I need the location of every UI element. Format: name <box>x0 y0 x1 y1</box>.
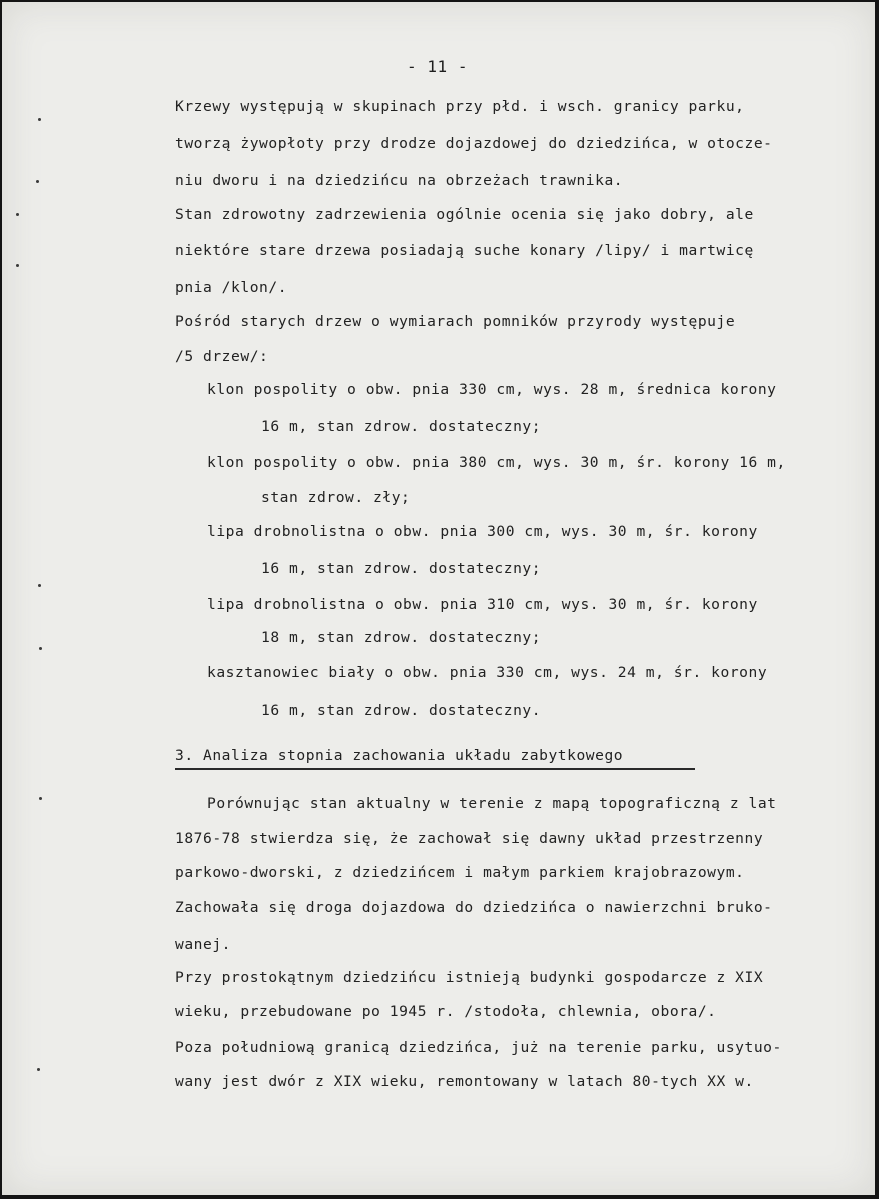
tree-entry: lipa drobnolistna o obw. pnia 310 cm, wys. 30 m, śr. korony <box>207 596 758 613</box>
text-line: /5 drzew/: <box>175 348 269 365</box>
text-line: niu dworu i na dziedzińcu na obrzeżach trawnika. <box>175 172 624 189</box>
document-page <box>2 2 875 1195</box>
text-line: Poza południową granicą dziedzińca, już na terenie parku, usytuo- <box>175 1039 782 1056</box>
text-line: Porównując stan aktualny w terenie z mapą topograficzną z lat <box>207 795 777 812</box>
scan-speck <box>16 213 19 216</box>
scan-speck <box>39 797 42 800</box>
text-line: wany jest dwór z XIX wieku, remontowany w latach 80-tych XX w. <box>175 1073 754 1090</box>
text-line: wieku, przebudowane po 1945 r. /stodoła, chlewnia, obora/. <box>175 1003 717 1020</box>
tree-entry: klon pospolity o obw. pnia 380 cm, wys. 30 m, śr. korony 16 m, <box>207 454 786 471</box>
text-line: pnia /klon/. <box>175 279 288 296</box>
text-line: Pośród starych drzew o wymiarach pomników przyrody występuje <box>175 313 736 330</box>
text-line: Przy prostokątnym dziedzińcu istnieją budynki gospodarcze z XIX <box>175 969 764 986</box>
scan-speck <box>38 118 41 121</box>
text-line: wanej. <box>175 936 232 953</box>
text-line: Krzewy występują w skupinach przy płd. i wsch. granicy parku, <box>175 98 745 115</box>
section-heading: 3. Analiza stopnia zachowania układu zabytkowego <box>175 747 624 764</box>
scan-speck <box>38 584 41 587</box>
tree-entry-continuation: 16 m, stan zdrow. dostateczny; <box>261 418 542 435</box>
text-line: niektóre stare drzewa posiadają suche konary /lipy/ i martwicę <box>175 242 754 259</box>
tree-entry: kasztanowiec biały o obw. pnia 330 cm, wys. 24 m, śr. korony <box>207 664 768 681</box>
tree-entry-continuation: 16 m, stan zdrow. dostateczny; <box>261 560 542 577</box>
scan-speck <box>39 647 42 650</box>
text-line: tworzą żywopłoty przy drodze dojazdowej do dziedzińca, w otocze- <box>175 135 773 152</box>
heading-underline <box>175 768 695 770</box>
tree-entry-continuation: 16 m, stan zdrow. dostateczny. <box>261 702 542 719</box>
scan-speck <box>36 180 39 183</box>
text-line: Zachowała się droga dojazdowa do dziedzińca o nawierzchni bruko- <box>175 899 773 916</box>
tree-entry-continuation: stan zdrow. zły; <box>261 489 411 506</box>
tree-entry-continuation: 18 m, stan zdrow. dostateczny; <box>261 629 542 646</box>
scan-speck <box>37 1068 40 1071</box>
tree-entry: klon pospolity o obw. pnia 330 cm, wys. 28 m, średnica korony <box>207 381 777 398</box>
tree-entry: lipa drobnolistna o obw. pnia 300 cm, wys. 30 m, śr. korony <box>207 523 758 540</box>
text-line: Stan zdrowotny zadrzewienia ogólnie ocenia się jako dobry, ale <box>175 206 754 223</box>
scan-speck <box>16 264 19 267</box>
text-line: 1876-78 stwierdza się, że zachował się dawny układ przestrzenny <box>175 830 764 847</box>
text-line: parkowo-dworski, z dziedzińcem i małym parkiem krajobrazowym. <box>175 864 745 881</box>
page-number: - 11 - <box>407 57 469 76</box>
